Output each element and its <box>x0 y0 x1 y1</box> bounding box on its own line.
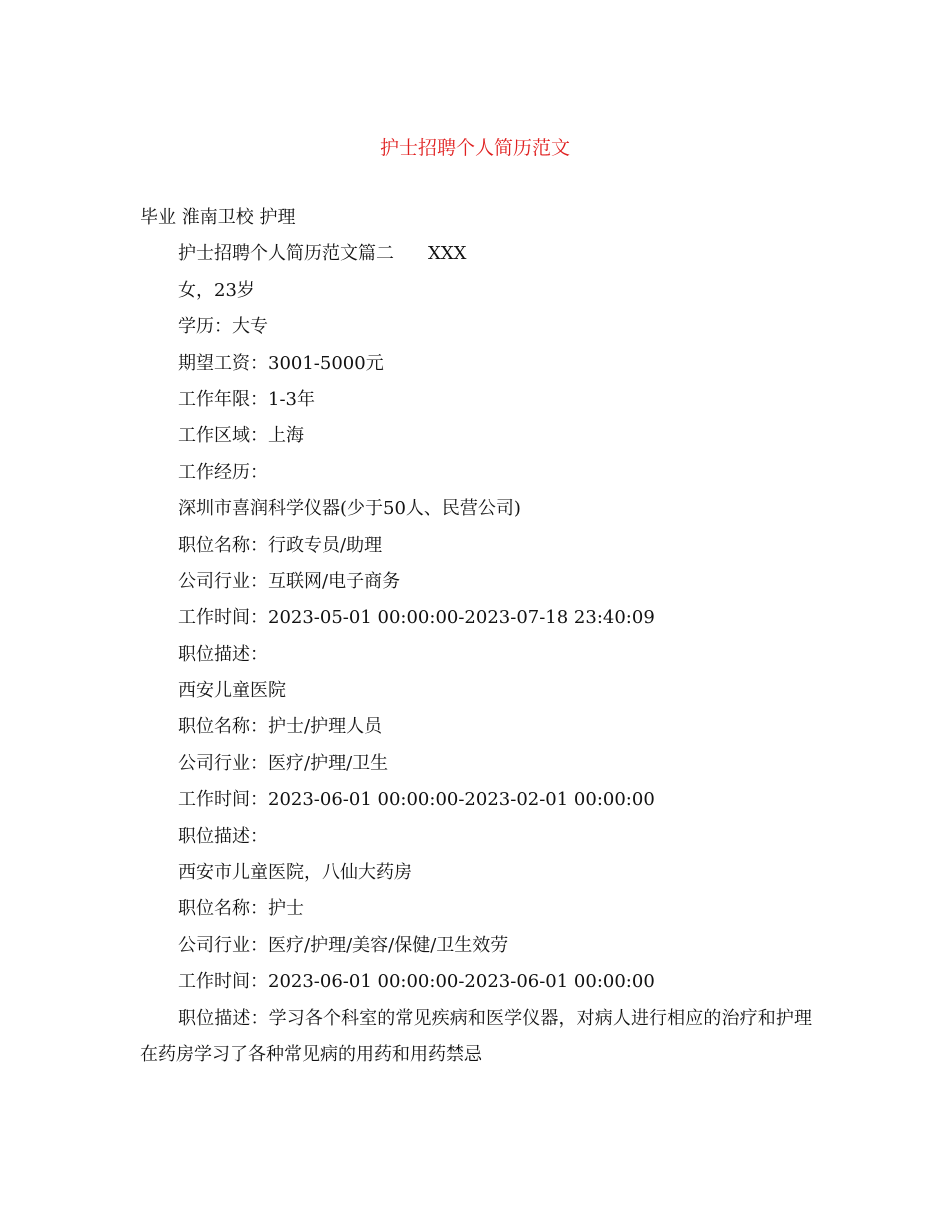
education-level-line: 学历：大专 <box>178 316 268 338</box>
company-name-line: 深圳市喜润科学仪器(少于50人、民营公司) <box>178 498 521 520</box>
name-placeholder: XXX <box>428 243 467 265</box>
position-title-line: 职位名称：护士 <box>178 898 304 920</box>
resume-heading: 护士招聘个人简历范文篇二 <box>178 243 394 265</box>
document-title: 护士招聘个人简历范文 <box>379 137 570 159</box>
position-title-line: 职位名称：行政专员/助理 <box>178 534 383 556</box>
expected-salary-line: 期望工资：3001-5000元 <box>178 352 384 374</box>
work-experience-heading: 工作经历： <box>178 461 268 483</box>
work-time-line: 工作时间：2023-06-01 00:00:00-2023-06-01 00:00:00 <box>178 971 655 993</box>
company-industry-line: 公司行业：医疗/护理/卫生 <box>178 752 389 774</box>
position-title-line: 职位名称：护士/护理人员 <box>178 716 383 738</box>
company-industry-line: 公司行业：互联网/电子商务 <box>178 570 401 592</box>
document-body <box>140 204 820 1073</box>
company-name-line: 西安市儿童医院，八仙大药房 <box>178 862 412 884</box>
resume-heading-line <box>140 240 820 268</box>
position-description-paragraph: 职位描述：学习各个科室的常见疾病和医学仪器，对病人进行相应的治疗和护理在药房学习了各种常见病的用药和用药禁忌 <box>140 1007 812 1065</box>
company-name-line: 西安儿童医院 <box>178 680 286 702</box>
work-region-line: 工作区域：上海 <box>178 425 304 447</box>
gender-age-line: 女，23岁 <box>178 279 255 301</box>
work-years-line: 工作年限：1-3年 <box>178 388 315 410</box>
position-description-line: 职位描述： <box>178 825 268 847</box>
position-description-line: 职位描述： <box>178 643 268 665</box>
work-time-line: 工作时间：2023-05-01 00:00:00-2023-07-18 23:40:09 <box>178 607 655 629</box>
education-line: 毕业 淮南卫校 护理 <box>140 207 296 228</box>
company-industry-line: 公司行业：医疗/护理/美容/保健/卫生效劳 <box>178 934 509 956</box>
work-time-line: 工作时间：2023-06-01 00:00:00-2023-02-01 00:00:00 <box>178 789 655 811</box>
